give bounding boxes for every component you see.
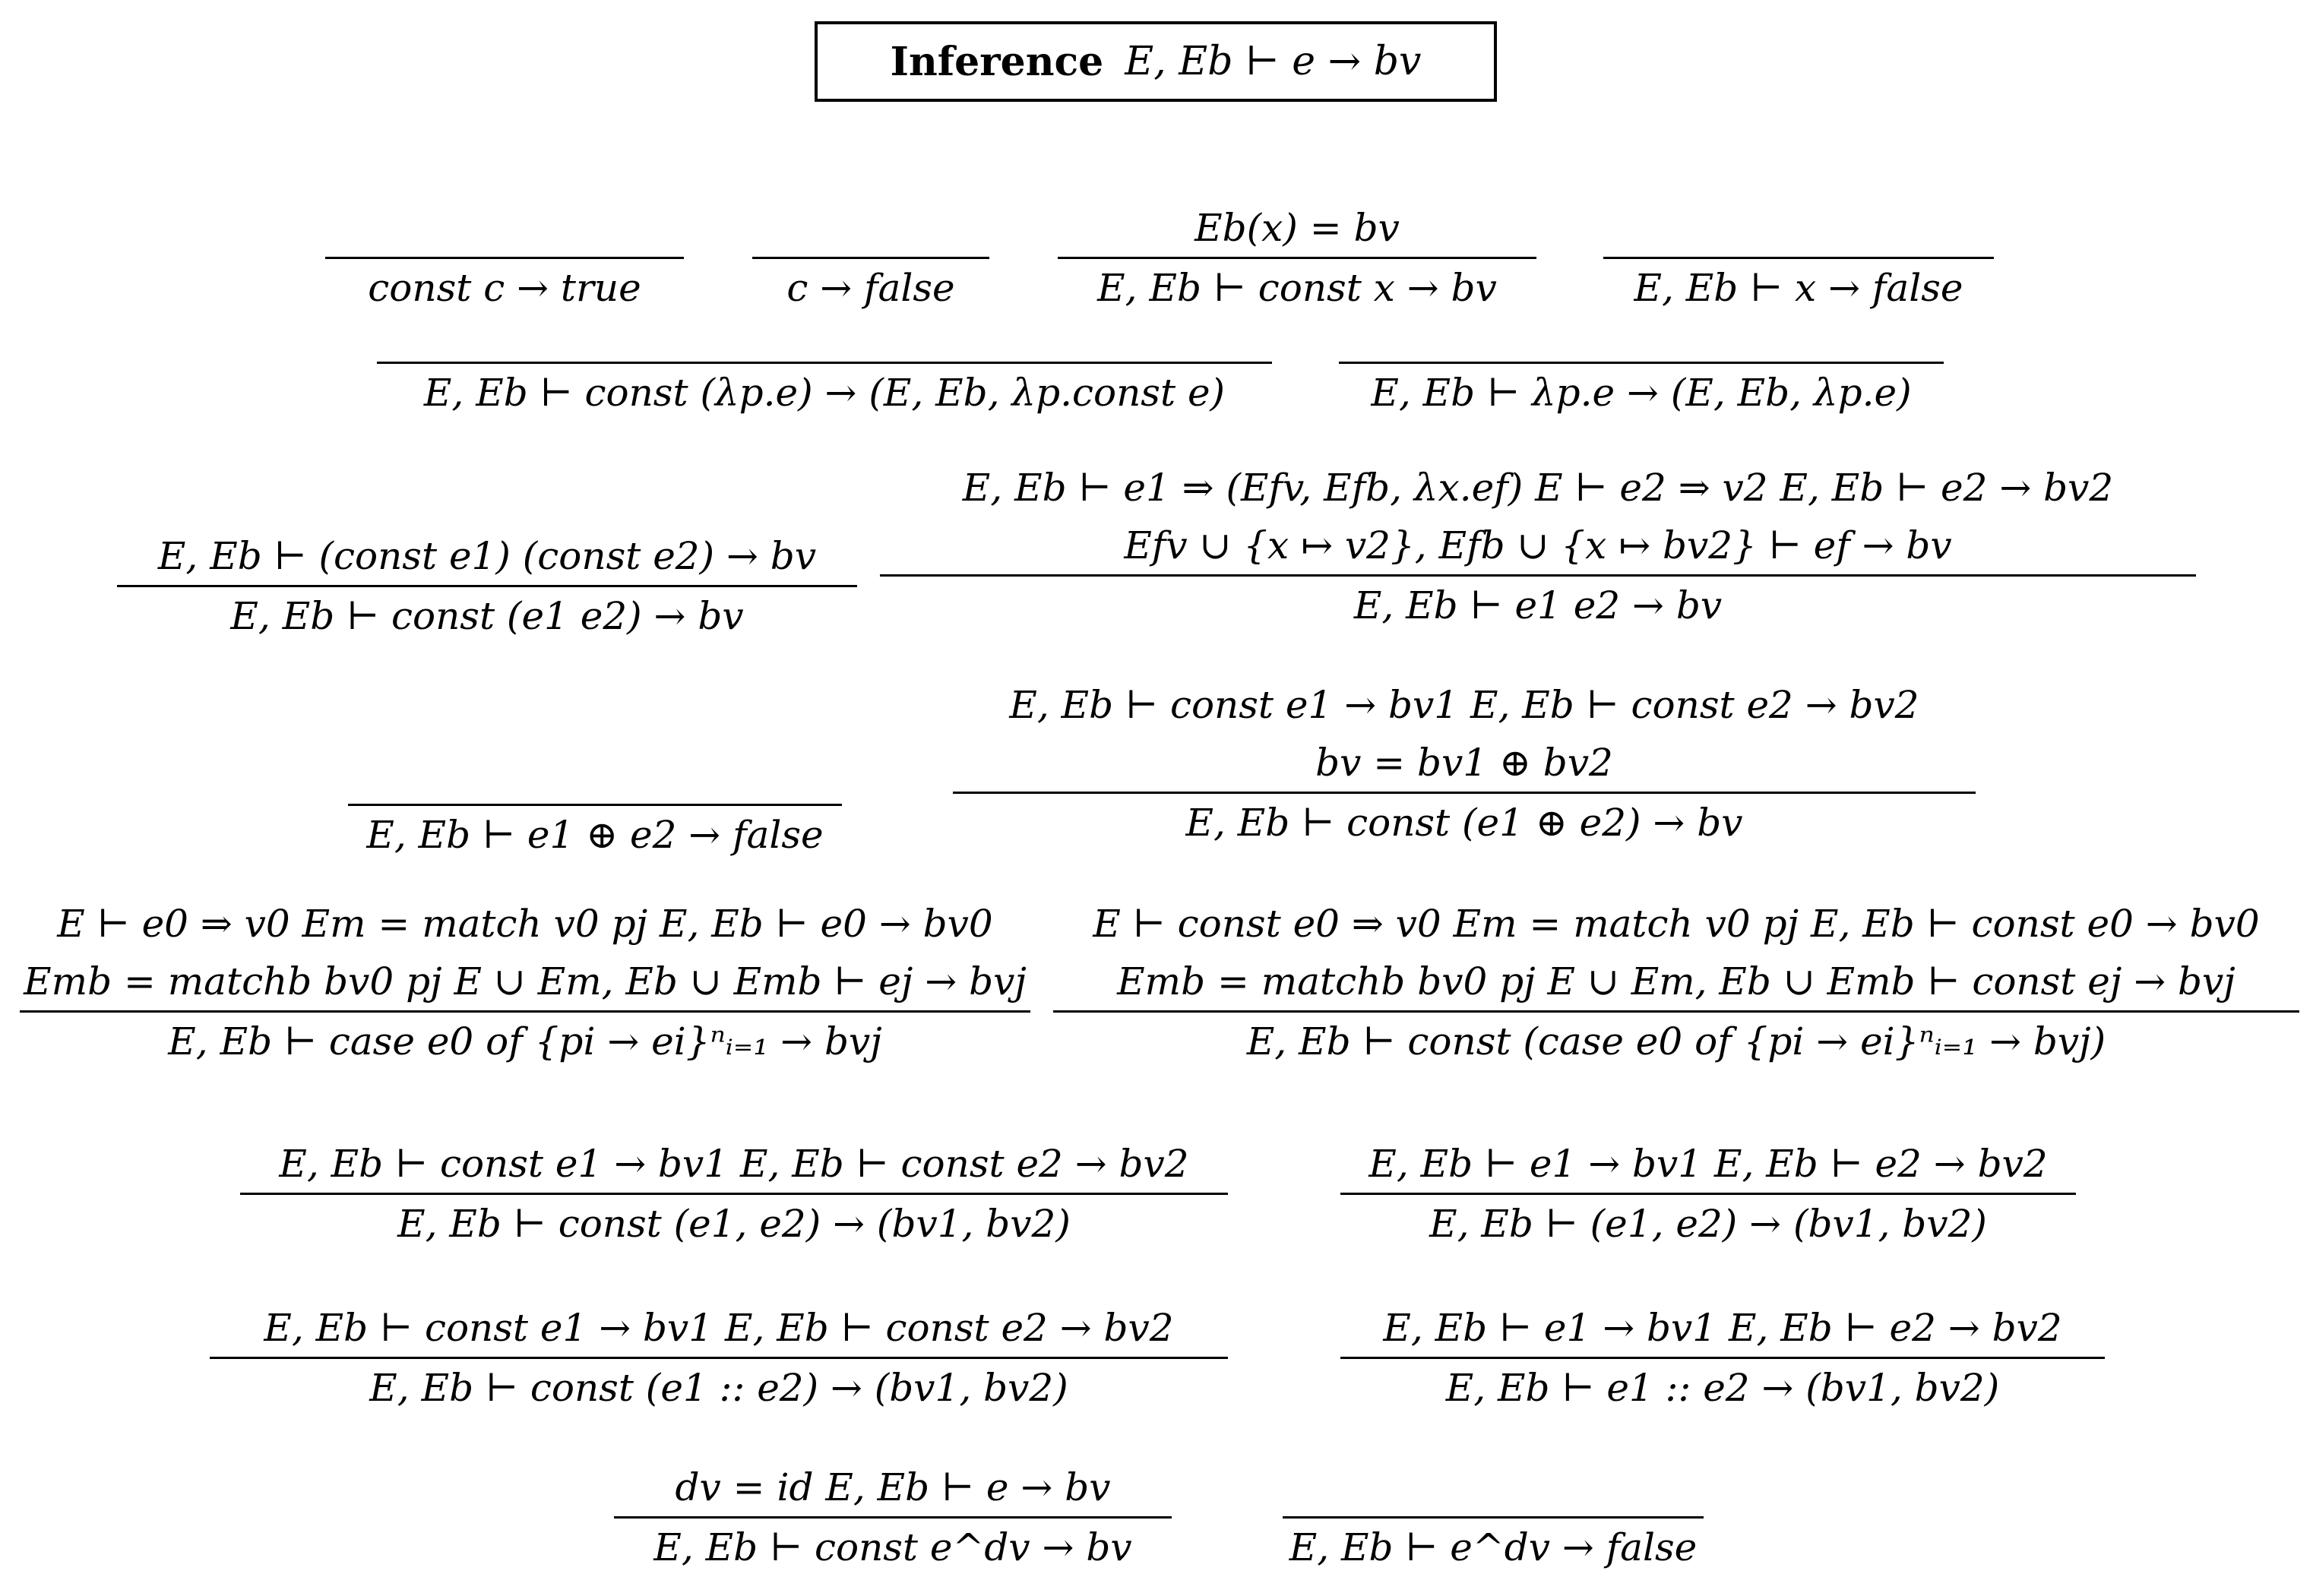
rule-premise: bv = bv1 ⊕ bv2 <box>1315 741 1613 785</box>
rule-conclusion: E, Eb ⊢ const (case e0 of {pi → ei}ⁿᵢ₌₁ → bvj) <box>1246 1019 2106 1063</box>
rule-premise: E, Eb ⊢ e1 → bv1 E, Eb ⊢ e2 → bv2 <box>1383 1306 2062 1350</box>
rule-conclusion: E, Eb ⊢ const (λp.e) → (E, Eb, λp.const e) <box>423 371 1226 415</box>
rule-const-app <box>117 527 857 645</box>
rule-conclusion: E, Eb ⊢ const x → bv <box>1097 266 1497 310</box>
rule-premise: Eb(x) = bv <box>1194 206 1400 250</box>
rule-premise: E, Eb ⊢ e1 ⇒ (Efv, Efb, λx.ef) E ⊢ e2 ⇒ v2 E, Eb ⊢ e2 → bv2 <box>962 466 2114 510</box>
rule-app <box>880 459 2196 634</box>
rule-const-dv <box>614 1459 1172 1576</box>
rule-conclusion: E, Eb ⊢ case e0 of {pi → ei}ⁿᵢ₌₁ → bvj <box>168 1019 882 1063</box>
rule-premise: E ⊢ const e0 ⇒ v0 Em = match v0 pj E, Eb ⊢ const e0 → bv0 <box>1093 902 2260 946</box>
rule-premise: E, Eb ⊢ const e1 → bv1 E, Eb ⊢ const e2 → bv2 <box>1009 683 1919 727</box>
rule-premise: E, Eb ⊢ (const e1) (const e2) → bv <box>157 534 817 578</box>
title-label: Inference <box>890 38 1104 85</box>
rule-conclusion: E, Eb ⊢ x → false <box>1634 266 1963 310</box>
rule-lambda <box>1339 304 1944 422</box>
rule-const-pair <box>240 1135 1228 1253</box>
rule-conclusion: E, Eb ⊢ const (e1, e2) → (bv1, bv2) <box>397 1202 1071 1246</box>
rule-cons <box>1340 1299 2105 1417</box>
rule-var <box>1603 199 1994 317</box>
rule-conclusion: E, Eb ⊢ const (e1 ⊕ e2) → bv <box>1185 801 1743 845</box>
rule-conclusion: E, Eb ⊢ λp.e → (E, Eb, λp.e) <box>1371 371 1912 415</box>
rule-conclusion: E, Eb ⊢ const (e1 :: e2) → (bv1, bv2) <box>369 1366 1068 1410</box>
rule-conclusion: E, Eb ⊢ e^dv → false <box>1289 1525 1698 1569</box>
rule-premise: Emb = matchb bv0 pj E ∪ Em, Eb ∪ Emb ⊢ ej → bvj <box>24 959 1027 1003</box>
rule-premise: dv = id E, Eb ⊢ e → bv <box>675 1465 1111 1509</box>
rule-pair <box>1340 1135 2076 1253</box>
rule-premise: Efv ∪ {x ↦ v2}, Efb ∪ {x ↦ bv2} ⊢ ef → bv <box>1124 523 1952 567</box>
rule-premise: E, Eb ⊢ const e1 → bv1 E, Eb ⊢ const e2 → bv2 <box>279 1142 1189 1186</box>
rule-dv <box>1283 1459 1704 1576</box>
rule-conclusion: E, Eb ⊢ e1 e2 → bv <box>1353 583 1723 627</box>
rule-conclusion: E, Eb ⊢ const (e1 e2) → bv <box>230 594 744 638</box>
rule-premise: E, Eb ⊢ const e1 → bv1 E, Eb ⊢ const e2 → bv2 <box>264 1306 1174 1350</box>
title-judgment: E, Eb ⊢ e → bv <box>1125 39 1422 84</box>
rule-conclusion: E, Eb ⊢ e1 :: e2 → (bv1, bv2) <box>1445 1366 2000 1410</box>
rule-c <box>752 199 989 317</box>
rule-const-xor <box>953 676 1976 852</box>
rule-const-case <box>1053 895 2299 1070</box>
rule-conclusion: E, Eb ⊢ const e^dv → bv <box>653 1525 1132 1569</box>
rule-xor <box>348 746 842 864</box>
rule-const-lambda <box>377 304 1272 422</box>
rule-premise: E, Eb ⊢ e1 → bv1 E, Eb ⊢ e2 → bv2 <box>1368 1142 2048 1186</box>
rule-const-var <box>1058 199 1536 317</box>
rule-const-cons <box>210 1299 1228 1417</box>
rule-conclusion: E, Eb ⊢ e1 ⊕ e2 → false <box>366 813 824 857</box>
rule-premise: Emb = matchb bv0 pj E ∪ Em, Eb ∪ Emb ⊢ const ej → bvj <box>1117 959 2235 1003</box>
rule-conclusion: const c → true <box>368 266 641 310</box>
rule-conclusion: E, Eb ⊢ (e1, e2) → (bv1, bv2) <box>1429 1202 1987 1246</box>
rule-case <box>20 895 1030 1070</box>
rule-const-c <box>325 199 684 317</box>
rule-conclusion: c → false <box>786 266 955 310</box>
title-box <box>815 21 1497 102</box>
rule-premise: E ⊢ e0 ⇒ v0 Em = match v0 pj E, Eb ⊢ e0 → bv0 <box>57 902 993 946</box>
